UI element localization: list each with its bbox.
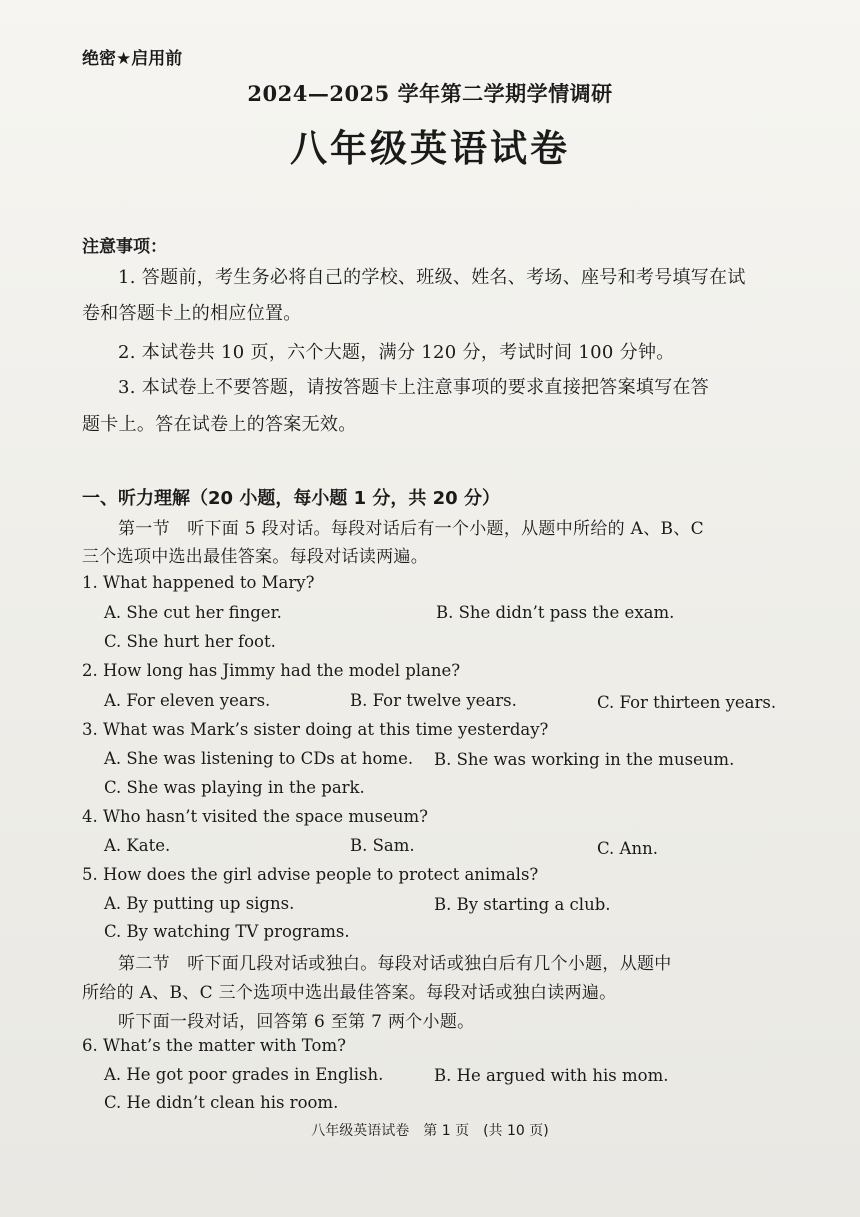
question-1-option-a: A. She cut her finger. (104, 603, 282, 622)
question-2-option-a: A. For eleven years. (104, 691, 271, 710)
exam-title: 八年级英语试卷 (290, 127, 570, 170)
notice-item-1-line-2: 卷和答题卡上的相应位置。 (82, 303, 302, 324)
question-1-option-c: C. She hurt her foot. (104, 632, 276, 651)
notice-item-2: 2. 本试卷共 10 页，六个大题，满分 120 分，考试时间 100 分钟。 (118, 342, 675, 363)
question-3-option-b: B. She was working in the museum. (434, 750, 735, 769)
question-6-stem: 6. What’s the matter with Tom? (82, 1036, 346, 1055)
question-3-stem: 3. What was Mark’s sister doing at this time yesterday? (82, 720, 549, 739)
question-4-option-a: A. Kate. (104, 836, 171, 855)
question-4-option-c: C. Ann. (597, 839, 658, 858)
question-6-option-b: B. He argued with his mom. (434, 1066, 669, 1085)
question-4-stem: 4. Who hasn’t visited the space museum? (82, 807, 428, 826)
notice-item-3-line-2: 题卡上。答在试卷上的答案无效。 (82, 414, 357, 435)
question-5-option-a: A. By putting up signs. (104, 894, 295, 913)
question-3-option-a: A. She was listening to CDs at home. (104, 749, 414, 768)
part-2-instructions-line-3: 听下面一段对话，回答第 6 至第 7 两个小题。 (118, 1012, 475, 1032)
question-6-option-a: A. He got poor grades in English. (104, 1065, 384, 1084)
question-5-option-b: B. By starting a club. (434, 895, 611, 914)
question-6-option-c: C. He didn’t clean his room. (104, 1093, 339, 1112)
part-1-instructions-line-2: 三个选项中选出最佳答案。每段对话读两遍。 (82, 547, 428, 567)
question-2-stem: 2. How long has Jimmy had the model plane? (82, 661, 461, 680)
question-1-stem: 1. What happened to Mary? (82, 573, 315, 592)
page-footer: 八年级英语试卷 第 1 页 (共 10 页) (311, 1123, 549, 1139)
part-1-instructions-line-1: 第一节 听下面 5 段对话。每段对话后有一个小题，从题中所给的 A、B、C (118, 519, 704, 539)
question-5-stem: 5. How does the girl advise people to protect animals? (82, 865, 539, 884)
question-3-option-c: C. She was playing in the park. (104, 778, 365, 797)
section-1-heading: 一、听力理解（20 小题，每小题 1 分，共 20 分） (82, 488, 500, 509)
question-5-option-c: C. By watching TV programs. (104, 922, 350, 941)
question-1-option-b: B. She didn’t pass the exam. (436, 603, 675, 622)
part-2-instructions-line-2: 所给的 A、B、C 三个选项中选出最佳答案。每段对话或独白读两遍。 (82, 983, 617, 1003)
notice-heading: 注意事项： (82, 237, 167, 257)
part-2-instructions-line-1: 第二节 听下面几段对话或独白。每段对话或独白后有几个小题，从题中 (118, 954, 672, 974)
question-2-option-b: B. For twelve years. (350, 691, 517, 710)
question-2-option-c: C. For thirteen years. (597, 693, 777, 712)
exam-subtitle: 2024—2025 学年第二学期学情调研 (247, 81, 613, 106)
notice-item-3-line-1: 3. 本试卷上不要答题，请按答题卡上注意事项的要求直接把答案填写在答 (118, 377, 710, 398)
confidential-mark: 绝密★启用前 (82, 49, 183, 69)
notice-item-1-line-1: 1. 答题前，考生务必将自己的学校、班级、姓名、考场、座号和考号填写在试 (118, 267, 746, 288)
question-4-option-b: B. Sam. (350, 836, 415, 855)
